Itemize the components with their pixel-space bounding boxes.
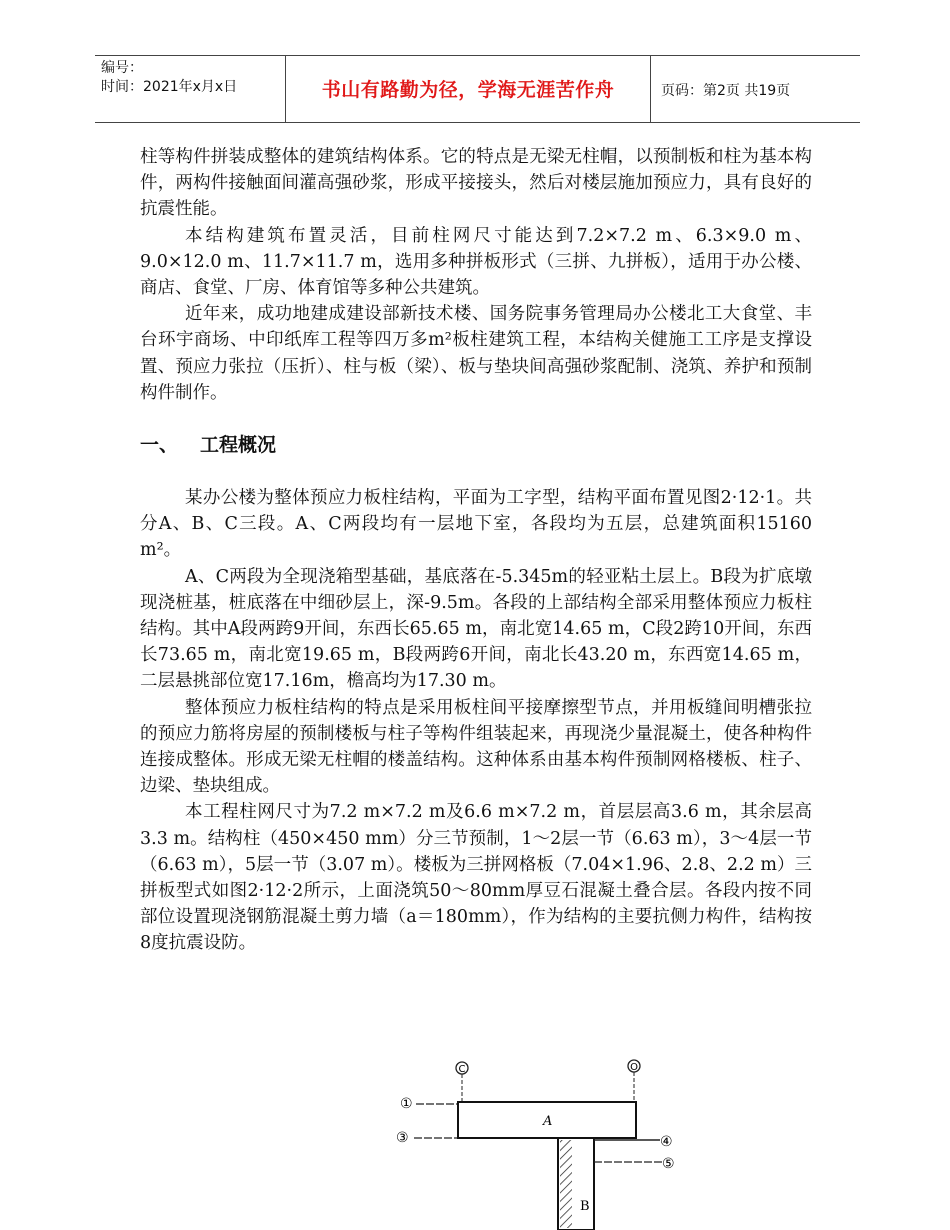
axis-label-o: O <box>630 1062 638 1073</box>
axis-label-c: C <box>458 1064 466 1075</box>
structure-plan-figure <box>380 1050 710 1230</box>
page-info: 页码：第2页 共19页 <box>661 83 791 99</box>
section-heading <box>140 430 812 457</box>
time-label: 时间：2021年x月x日 <box>101 79 238 95</box>
document-body <box>140 144 812 957</box>
section-title: 工程概况 <box>200 434 277 457</box>
section-number: 一、 <box>140 434 179 457</box>
header-divider <box>650 56 651 122</box>
paragraph: 整体预应力板柱结构的特点是采用板柱间平接摩擦型节点，并用板缝间明槽张拉的预应力筋将房屋的预制楼板与柱子等构件组装起来，再现浇少量混凝土，使各种构件连接成整体。形成无梁无柱帽的楼盖结构。这种体系由基本构件预制网格楼板、柱子、边梁、垫块组成。 <box>140 697 812 797</box>
axis-label-4: ④ <box>660 1134 673 1150</box>
header-divider <box>285 56 286 122</box>
axis-label-5: ⑤ <box>662 1156 675 1172</box>
paragraph: 柱等构件拼装成整体的建筑结构体系。它的特点是无梁无柱帽，以预制板和柱为基本构件，两构件接触面间灌高强砂浆，形成平接接头，然后对楼层施加预应力，具有良好的抗震性能。 <box>140 147 812 220</box>
axis-label-3: ③ <box>396 1130 409 1146</box>
paragraph: A、C两段为全现浇箱型基础，基底落在-5.345m的轻亚粘土层上。B段为扩底墩现浇桩基，桩底落在中细砂层上，深-9.5m。各段的上部结构全部采用整体预应力板柱结构。其中A段两跨9开间，东西长65.65 m，南北宽14.65 m，C段2跨10开间，东西长73.65 m，南北宽19.65 m，B段两跨6开间，南北长43.20 m，东西宽14.65 m，二层悬挑部位宽17.16m，檐高均为17.30 m。 <box>140 566 812 692</box>
axis-label-1: ① <box>400 1096 413 1112</box>
paragraph: 某办公楼为整体预应力板柱结构，平面为工字型，结构平面布置见图2·12·1。共分A、B、C三段。A、C两段均有一层地下室，各段均为五层，总建筑面积15160 m²。 <box>140 488 812 561</box>
page-header <box>95 55 860 123</box>
paragraph: 本结构建筑布置灵活，目前柱网尺寸能达到7.2×7.2 m、6.3×9.0 m、9.0×12.0 m、11.7×11.7 m，选用多种拼板形式（三拼、九拼板），适用于办公楼、商店、食堂、厂房、体育馆等多种公共建筑。 <box>140 225 812 299</box>
zone-b-label: B <box>580 1199 590 1214</box>
paragraph: 本工程柱网尺寸为7.2 m×7.2 m及6.6 m×7.2 m，首层层高3.6 m，其余层高3.3 m。结构柱（450×450 mm）分三节预制，1～2层一节（6.63 m），3～4层一节（6.63 m），5层一节（3.07 m）。楼板为三拼网格板（7.04×1.96、2.8、2.2 m）三拼板型式如图2·12·2所示，上面浇筑50～80mm厚豆石混凝土叠合层。各段内按不同部位设置现浇钢筋混凝土剪力墙（a＝180mm），作为结构的主要抗侧力构件，结构按8度抗震设防。 <box>140 802 812 954</box>
paragraph: 近年来，成功地建成建设部新技术楼、国务院事务管理局办公楼北工大食堂、丰台环宇商场、中印纸库工程等四万多m²板柱建筑工程，本结构关健施工工序是支撑设置、预应力张拉（压折）、柱与板（梁）、板与垫块间高强砂浆配制、浇筑、养护和预制构件制作。 <box>140 304 812 403</box>
serial-label: 编号： <box>101 60 143 76</box>
header-meta <box>101 59 237 97</box>
shear-wall-hatch <box>560 1140 572 1228</box>
header-motto: 书山有路勤为径，学海无涯苦作舟 <box>321 79 615 101</box>
zone-a-label: A <box>543 1114 553 1129</box>
